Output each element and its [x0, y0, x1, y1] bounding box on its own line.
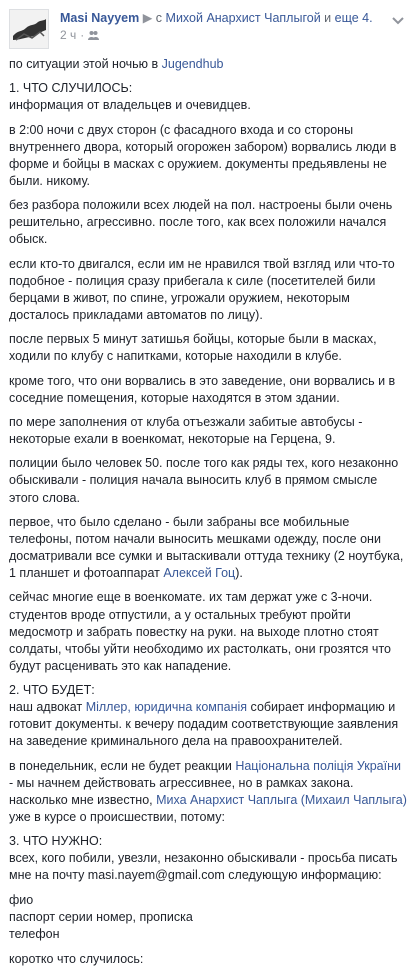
paragraph-2: без разбора положили всех людей на пол. настроены были очень решительно, агрессивно. после того, как всех положили начался обыск. [9, 198, 393, 247]
avatar[interactable] [9, 9, 49, 49]
section-3-heading: 3. ЧТО НУЖНО: [9, 834, 103, 849]
aleksey-gots-link[interactable]: Алексей Гоц [163, 566, 236, 581]
police-link[interactable]: Національна поліція України [235, 758, 401, 773]
post-time [60, 28, 99, 42]
post-body [9, 56, 407, 968]
paragraph-1: в 2:00 ночи с двух сторон (с фасадного входа и со стороны внутреннего двора, который огорожен забором) ворвались люди в форме и бойцы в масках с оружием. документы предьявлены не были. никому. [9, 122, 397, 188]
miller-link[interactable]: Міллер, юридична компанія [85, 700, 248, 715]
section-2-heading: 2. ЧТО БУДЕТ: [9, 683, 95, 698]
chevron-down-icon[interactable] [391, 16, 405, 26]
paragraph-6: по мере заполнения от клуба отъезжали забитые автобусы - некоторые ехали в военкомат, некоторые на Герцена, 9. [9, 415, 363, 447]
list-item: фио [9, 892, 34, 907]
post-meta [60, 10, 375, 27]
chaplyga-link[interactable]: Миха Анархист Чаплыга (Михаил Чаплыга) [156, 792, 407, 807]
others-link[interactable]: еще 4. [334, 11, 373, 25]
section-3-paragraph-1: всех, кого побили, увезли, незаконно обыскивали - просьба писать мне на почту masi.nayem@gmail.com следующую информацию: [9, 851, 398, 883]
avatar-image [10, 10, 48, 48]
post-header [0, 0, 415, 56]
cut-off-line: коротко что случилось: [9, 951, 144, 966]
section-2-paragraph-2: в понедельник, если не будет реакции Національна поліція України - мы начнем действовать агрессивнее, но в рамках закона. насколько мне известно, Миха Анархист Чаплыга (Михаил Чаплыга) уже в курсе о происшествии, потому: [9, 758, 407, 824]
and-others: и еще 4. [324, 11, 373, 25]
author-name[interactable]: Masi Nayyem [60, 11, 140, 25]
paragraph-3: если кто-то двигался, если им не нравился твой взгляд или что-то подобное - полиция сразу прибегала к силе (посетителей били берцами в живот, по спине, угрожали оружием, некоторым досталось прикладами автоматов по лицу). [9, 256, 395, 322]
paragraph-7: полиции было человек 50. после того как ряды тех, кого незаконно обыскивали - полиция начала выносить клуб в прямом смысле этого слова. [9, 456, 399, 505]
section-2-paragraph-1: наш адвокат Міллер, юридична компанія собирает информацию и готовит документы. к вечеру подадим соответствующие заявления на заведение криминального дела на правоохранителей. [9, 700, 399, 749]
paragraph-5: кроме того, что они ворвались в это заведение, они ворвались и в соседние помещения, которые находятся в этом здании. [9, 373, 396, 405]
section-1-heading: 1. ЧТО СЛУЧИЛОСЬ: [9, 81, 133, 96]
with-prefix: с [155, 11, 163, 25]
arrow-icon: ▶ [142, 11, 156, 25]
section-1-sub: информация от владельцев и очевидцев. [9, 98, 251, 113]
friends-icon[interactable] [88, 30, 99, 41]
jugendhub-link[interactable]: Jugendhub [161, 57, 224, 71]
paragraph-8: первое, что было сделано - были забраны все мобильные телефоны, потом начали выносить мешками одежду, после они досматривали все сумки и вытаскивали оттуда технику (2 ноутбука, 1 планшет и фотоаппарат Алексей Гоц). [9, 514, 404, 581]
dot-separator: · [80, 28, 85, 42]
paragraph-4: после первых 5 минут затишья бойцы, которые были в масках, ходили по клубу с напитками, которые находили в клубе. [9, 332, 377, 364]
paragraph-9: сейчас многие еще в военкомате. их там держат уже с 3-ночи. студентов вроде отпустили, а у остальных требуют пройти медосмотр и забрать повестку на руки. на выходе плотно стоят солдаты, чтобы уйти необходимо их растолкать, они грозятся что будут расценивать это как нападение. [9, 590, 391, 673]
time-link[interactable]: 2 ч [60, 28, 77, 42]
tagged-person-link[interactable]: Михой Анархист Чаплыгой [165, 11, 321, 25]
intro-paragraph: по ситуации этой ночью в Jugendhub [9, 57, 224, 71]
list-item: паспорт серии номер, прописка [9, 909, 193, 924]
list-item: телефон [9, 926, 60, 941]
